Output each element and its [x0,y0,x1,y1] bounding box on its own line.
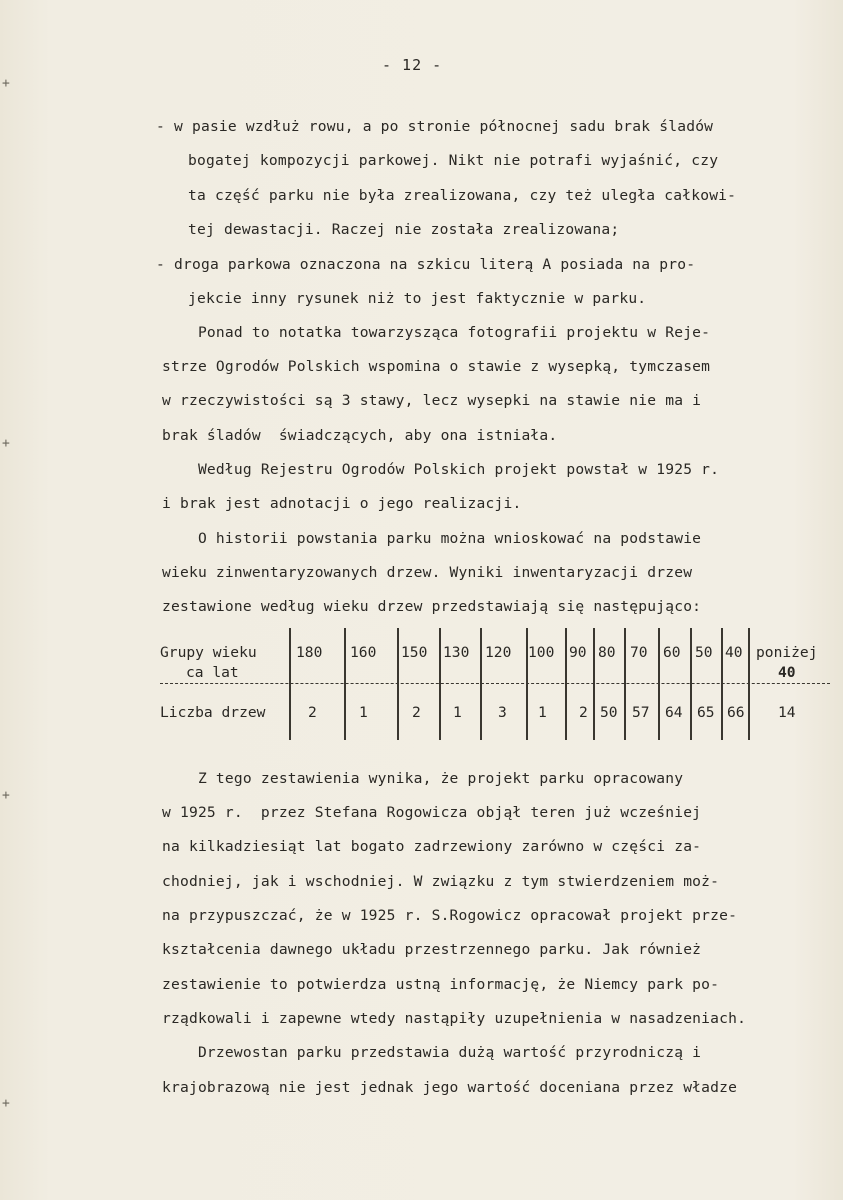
age-cell: 80 [598,644,616,661]
column-divider [593,628,595,740]
age-cell: 60 [663,644,681,661]
text-line: zestawione według wieku drzew przedstawiają się następująco: [162,598,702,615]
page-number: - 12 - [382,56,443,74]
row-label-age-unit: ca lat [186,664,239,681]
column-divider [690,628,692,740]
count-cell: 1 [538,704,547,721]
text-line: tej dewastacji. Raczej nie została zrealizowana; [188,221,620,238]
count-cell: 64 [665,704,683,721]
age-cell: 70 [630,644,648,661]
age-cell: 40 [725,644,743,661]
column-divider [480,628,482,740]
age-cell: 50 [695,644,713,661]
text-line: i brak jest adnotacji o jego realizacji. [162,495,522,512]
text-line: Ponad to notatka towarzysząca fotografii projektu w Reje- [162,324,711,341]
text-line: strze Ogrodów Polskich wspomina o stawie z wysepką, tymczasem [162,358,711,375]
text-line: krajobrazową nie jest jednak jego wartość doceniana przez władze [162,1079,738,1096]
column-divider [748,628,750,740]
age-cell: 180 [296,644,323,661]
count-cell: 65 [697,704,715,721]
age-cell-last: poniżej [756,644,818,661]
punch-hole-mark: + [2,76,10,91]
text-line: Według Rejestru Ogrodów Polskich projekt powstał w 1925 r. [162,461,720,478]
column-divider [624,628,626,740]
age-cell-last-value: 40 [778,664,796,681]
text-line: rządkowali i zapewne wtedy nastąpiły uzupełnienia w nasadzeniach. [162,1010,747,1027]
text-line: wieku zinwentaryzowanych drzew. Wyniki inwentaryzacji drzew [162,564,693,581]
count-cell: 2 [412,704,421,721]
column-divider [565,628,567,740]
punch-hole-mark: + [2,1096,10,1111]
text-line: O historii powstania parku można wnioskować na podstawie [162,530,702,547]
count-cell: 2 [308,704,317,721]
text-line: chodniej, jak i wschodniej. W związku z tym stwierdzeniem moż- [162,873,720,890]
text-line: na kilkadziesiąt lat bogato zadrzewiony zarówno w części za- [162,838,702,855]
column-divider [289,628,291,740]
text-line: w 1925 r. przez Stefana Rogowicza objął teren już wcześniej [162,804,702,821]
age-cell: 160 [350,644,377,661]
age-cell: 130 [443,644,470,661]
column-divider [344,628,346,740]
count-cell: 2 [579,704,588,721]
tree-age-table [160,628,840,740]
table-divider [160,683,830,684]
count-cell: 14 [778,704,796,721]
column-divider [658,628,660,740]
column-divider [397,628,399,740]
text-line: brak śladów świadczących, aby ona istniała. [162,427,558,444]
text-line: ta część parku nie była zrealizowana, czy też uległa całkowi- [188,187,737,204]
column-divider [439,628,441,740]
count-cell: 3 [498,704,507,721]
age-cell: 120 [485,644,512,661]
column-divider [721,628,723,740]
punch-hole-mark: + [2,788,10,803]
text-line: w rzeczywistości są 3 stawy, lecz wysepki na stawie nie ma i [162,392,702,409]
text-line: na przypuszczać, że w 1925 r. S.Rogowicz opracował projekt prze- [162,907,738,924]
text-line: - w pasie wzdłuż rowu, a po stronie północnej sadu brak śladów [156,118,714,135]
count-cell: 57 [632,704,650,721]
age-cell: 90 [569,644,587,661]
text-line: zestawienie to potwierdza ustną informację, że Niemcy park po- [162,976,720,993]
punch-hole-mark: + [2,436,10,451]
text-line: Z tego zestawienia wynika, że projekt parku opracowany [162,770,684,787]
text-line: Drzewostan parku przedstawia dużą wartość przyrodniczą i [162,1044,702,1061]
text-line: jekcie inny rysunek niż to jest faktycznie w parku. [188,290,647,307]
age-cell: 150 [401,644,428,661]
row-label-age-groups: Grupy wieku [160,644,257,661]
age-cell: 100 [528,644,555,661]
text-line: kształcenia dawnego układu przestrzennego parku. Jak również [162,941,702,958]
count-cell: 1 [359,704,368,721]
text-line: - droga parkowa oznaczona na szkicu literą A posiada na pro- [156,256,696,273]
count-cell: 66 [727,704,745,721]
row-label-tree-count: Liczba drzew [160,704,266,721]
count-cell: 50 [600,704,618,721]
text-line: bogatej kompozycji parkowej. Nikt nie potrafi wyjaśnić, czy [188,152,719,169]
count-cell: 1 [453,704,462,721]
